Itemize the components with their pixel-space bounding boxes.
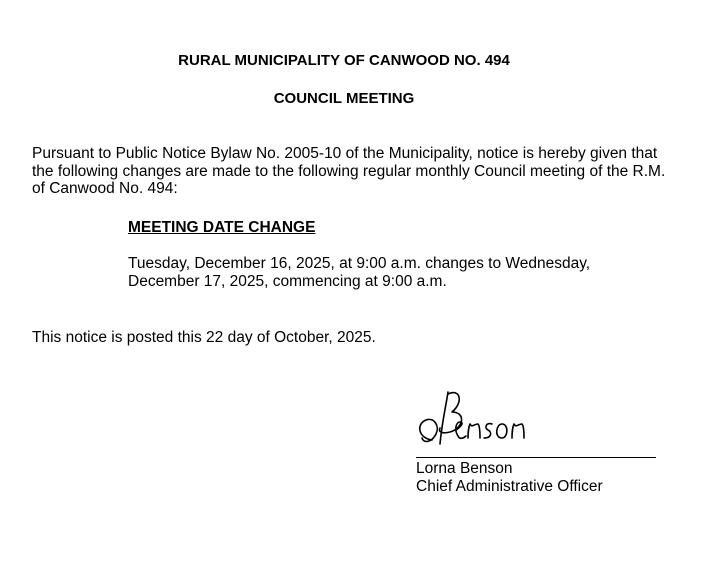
change-line-2: December 17, 2025, commencing at 9:00 a.m. xyxy=(128,273,447,290)
signature-line xyxy=(416,457,656,458)
change-heading: MEETING DATE CHANGE xyxy=(128,219,316,236)
intro-paragraph: Pursuant to Public Notice Bylaw No. 2005-10 of the Municipality, notice is hereby given that the following changes are made to the following regular monthly Council meeting of the R.M. of Canwood No. 494: xyxy=(32,145,666,197)
notice-title: RURAL MUNICIPALITY OF CANWOOD NO. 494 xyxy=(178,52,510,69)
signatory-title: Chief Administrative Officer xyxy=(416,478,603,495)
signature-image xyxy=(412,382,542,454)
signatory-name: Lorna Benson xyxy=(416,460,513,477)
notice-subtitle: COUNCIL MEETING xyxy=(273,90,415,107)
change-line-1: Tuesday, December 16, 2025, at 9:00 a.m. changes to Wednesday, xyxy=(128,255,591,272)
change-details xyxy=(128,255,648,291)
posted-date: This notice is posted this 22 day of October, 2025. xyxy=(32,329,376,346)
